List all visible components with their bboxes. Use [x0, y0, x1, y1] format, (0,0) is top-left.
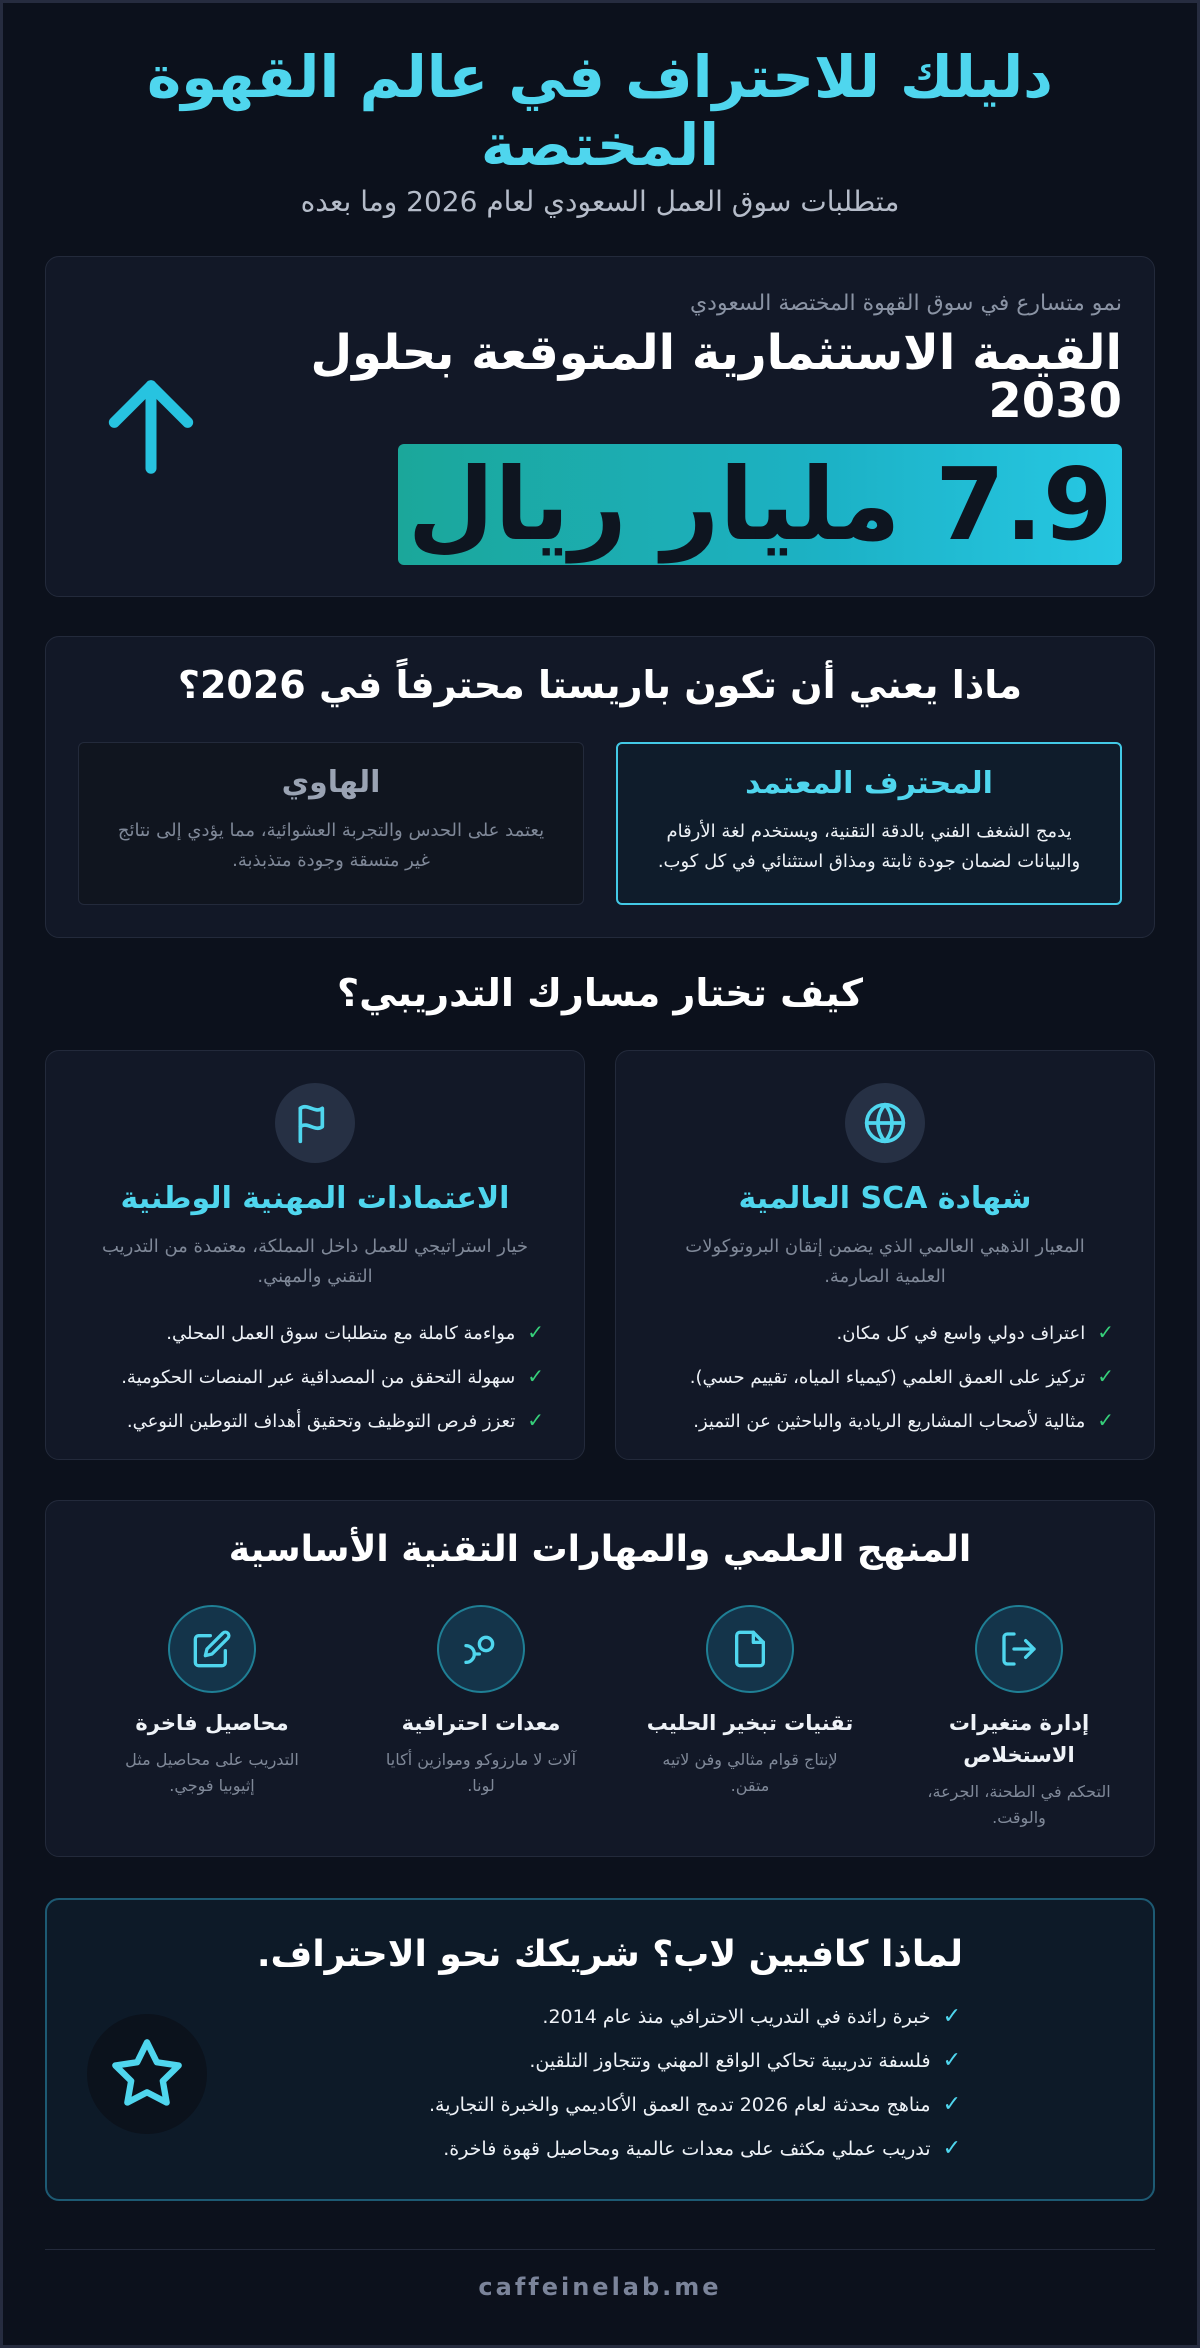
stat-headline: القيمة الاستثمارية المتوقعة بحلول 2030 — [310, 325, 1122, 429]
edit-icon — [168, 1605, 256, 1693]
flag-icon — [275, 1083, 355, 1163]
exit-arrow-icon — [975, 1605, 1063, 1693]
skill-title: تقنيات تبخير الحليب — [646, 1711, 854, 1735]
footer-site-link[interactable]: caffeinelab.me — [478, 2273, 722, 2301]
skill-text: التدريب على محاصيل مثل إثيوبيا فوجي. — [125, 1750, 299, 1795]
footer-divider — [45, 2249, 1155, 2250]
check-icon: ✓ — [1097, 1364, 1114, 1388]
sca-certificate-card — [615, 1050, 1155, 1460]
check-icon: ✓ — [942, 2004, 961, 2029]
sca-description: المعيار الذهبي العالمي الذي يضمن إتقان البروتوكولات العلمية الصارمة. — [685, 1236, 1085, 1287]
sca-benefits-list — [616, 1310, 1114, 1442]
why-caffeinelab-section — [45, 1898, 1155, 2201]
professional-meaning-section — [45, 636, 1155, 938]
check-icon: ✓ — [527, 1320, 544, 1344]
skill-title: إدارة متغيرات الاستخلاص — [948, 1711, 1090, 1767]
star-icon — [87, 2014, 207, 2134]
check-icon: ✓ — [527, 1364, 544, 1388]
document-icon — [706, 1605, 794, 1693]
amateur-title: الهاوي — [281, 765, 381, 800]
list-item: ✓تدريب عملي مكثف على معدات عالمية ومحاصيل قهوة فاخرة. — [443, 2136, 961, 2161]
sca-title: شهادة SCA العالمية — [738, 1181, 1032, 1216]
curriculum-title: المنهج العلمي والمهارات التقنية الأساسية — [228, 1529, 972, 1570]
page-subtitle: متطلبات سوق العمل السعودي لعام 2026 وما بعده — [300, 185, 900, 218]
list-item: ✓مثالية لأصحاب المشاريع الريادية والباحثين عن التميز. — [693, 1408, 1114, 1432]
list-item: ✓سهولة التحقق من المصداقية عبر المنصات الحكومية. — [121, 1364, 544, 1388]
check-icon: ✓ — [1097, 1320, 1114, 1344]
amateur-text: يعتمد على الحدس والتجربة العشوائية، مما يؤدي إلى نتائج غير متسقة وجودة متذبذبة. — [117, 820, 545, 871]
check-icon: ✓ — [1097, 1408, 1114, 1432]
skill-title: محاصيل فاخرة — [135, 1711, 289, 1735]
national-benefits-list — [46, 1310, 544, 1442]
national-description: خيار استراتيجي للعمل داخل المملكة، معتمدة من التدريب التقني والمهني. — [101, 1236, 529, 1287]
arrow-up-icon — [96, 372, 206, 482]
check-icon: ✓ — [942, 2136, 961, 2161]
list-item: ✓خبرة رائدة في التدريب الاحترافي منذ عام 2014. — [542, 2004, 961, 2029]
curriculum-section — [45, 1500, 1155, 1857]
national-credentials-card — [45, 1050, 585, 1460]
stat-eyebrow: نمو متسارع في سوق القهوة المختصة السعودي — [689, 291, 1122, 316]
certified-pro-text: يدمج الشغف الفني بالدقة التقنية، ويستخدم لغة الأرقام والبيانات لضمان جودة ثابتة ومذاق استثنائي في كل كوب. — [657, 821, 1081, 872]
certified-pro-title: المحترف المعتمد — [745, 766, 993, 801]
list-item: ✓مواءمة كاملة مع متطلبات سوق العمل المحلي. — [166, 1320, 544, 1344]
paths-title: كيف تختار مسارك التدريبي؟ — [337, 971, 863, 1015]
stat-value: 7.9 مليار ريال — [398, 444, 1122, 565]
skill-text: آلات لا مارزوكو وموازين أكايا لونا. — [385, 1750, 577, 1795]
why-reasons-list — [429, 1995, 961, 2171]
national-title: الاعتمادات المهنية الوطنية — [120, 1181, 510, 1216]
market-stat-card — [45, 256, 1155, 597]
check-icon: ✓ — [527, 1408, 544, 1432]
skill-text: التحكم في الطحنة، الجرعة، والوقت. — [927, 1782, 1111, 1827]
skill-milk-steaming — [635, 1605, 865, 1799]
list-item: ✓مناهج محدثة لعام 2026 تدمج العمق الأكاديمي والخبرة التجارية. — [428, 2092, 961, 2117]
certified-pro-card — [616, 742, 1122, 905]
skill-text: لإنتاج قوام مثالي وفن لاتيه متقن. — [662, 1750, 838, 1795]
check-icon: ✓ — [942, 2048, 961, 2073]
list-item: ✓تركيز على العمق العلمي (كيمياء المياه، تقييم حسي). — [689, 1364, 1114, 1388]
skill-extraction — [904, 1605, 1134, 1831]
list-item: ✓اعتراف دولي واسع في كل مكان. — [836, 1320, 1114, 1344]
amateur-card — [78, 742, 584, 905]
globe-icon — [845, 1083, 925, 1163]
page-title: دليلك للاحتراف في عالم القهوة المختصة — [147, 43, 1053, 179]
check-icon: ✓ — [942, 2092, 961, 2117]
meaning-title: ماذا يعني أن تكون باريستا محترفاً في 2026؟ — [177, 663, 1023, 707]
skill-premium-crops — [97, 1605, 327, 1799]
list-item: ✓فلسفة تدريبية تحاكي الواقع المهني وتتجاوز التلقين. — [529, 2048, 961, 2073]
why-title: لماذا كافيين لاب؟ شريكك نحو الاحتراف. — [256, 1934, 963, 1975]
list-item: ✓تعزز فرص التوظيف وتحقيق أهداف التوطين النوعي. — [126, 1408, 544, 1432]
skill-equipment — [366, 1605, 596, 1799]
skill-title: معدات احترافية — [401, 1711, 561, 1735]
machine-icon — [437, 1605, 525, 1693]
